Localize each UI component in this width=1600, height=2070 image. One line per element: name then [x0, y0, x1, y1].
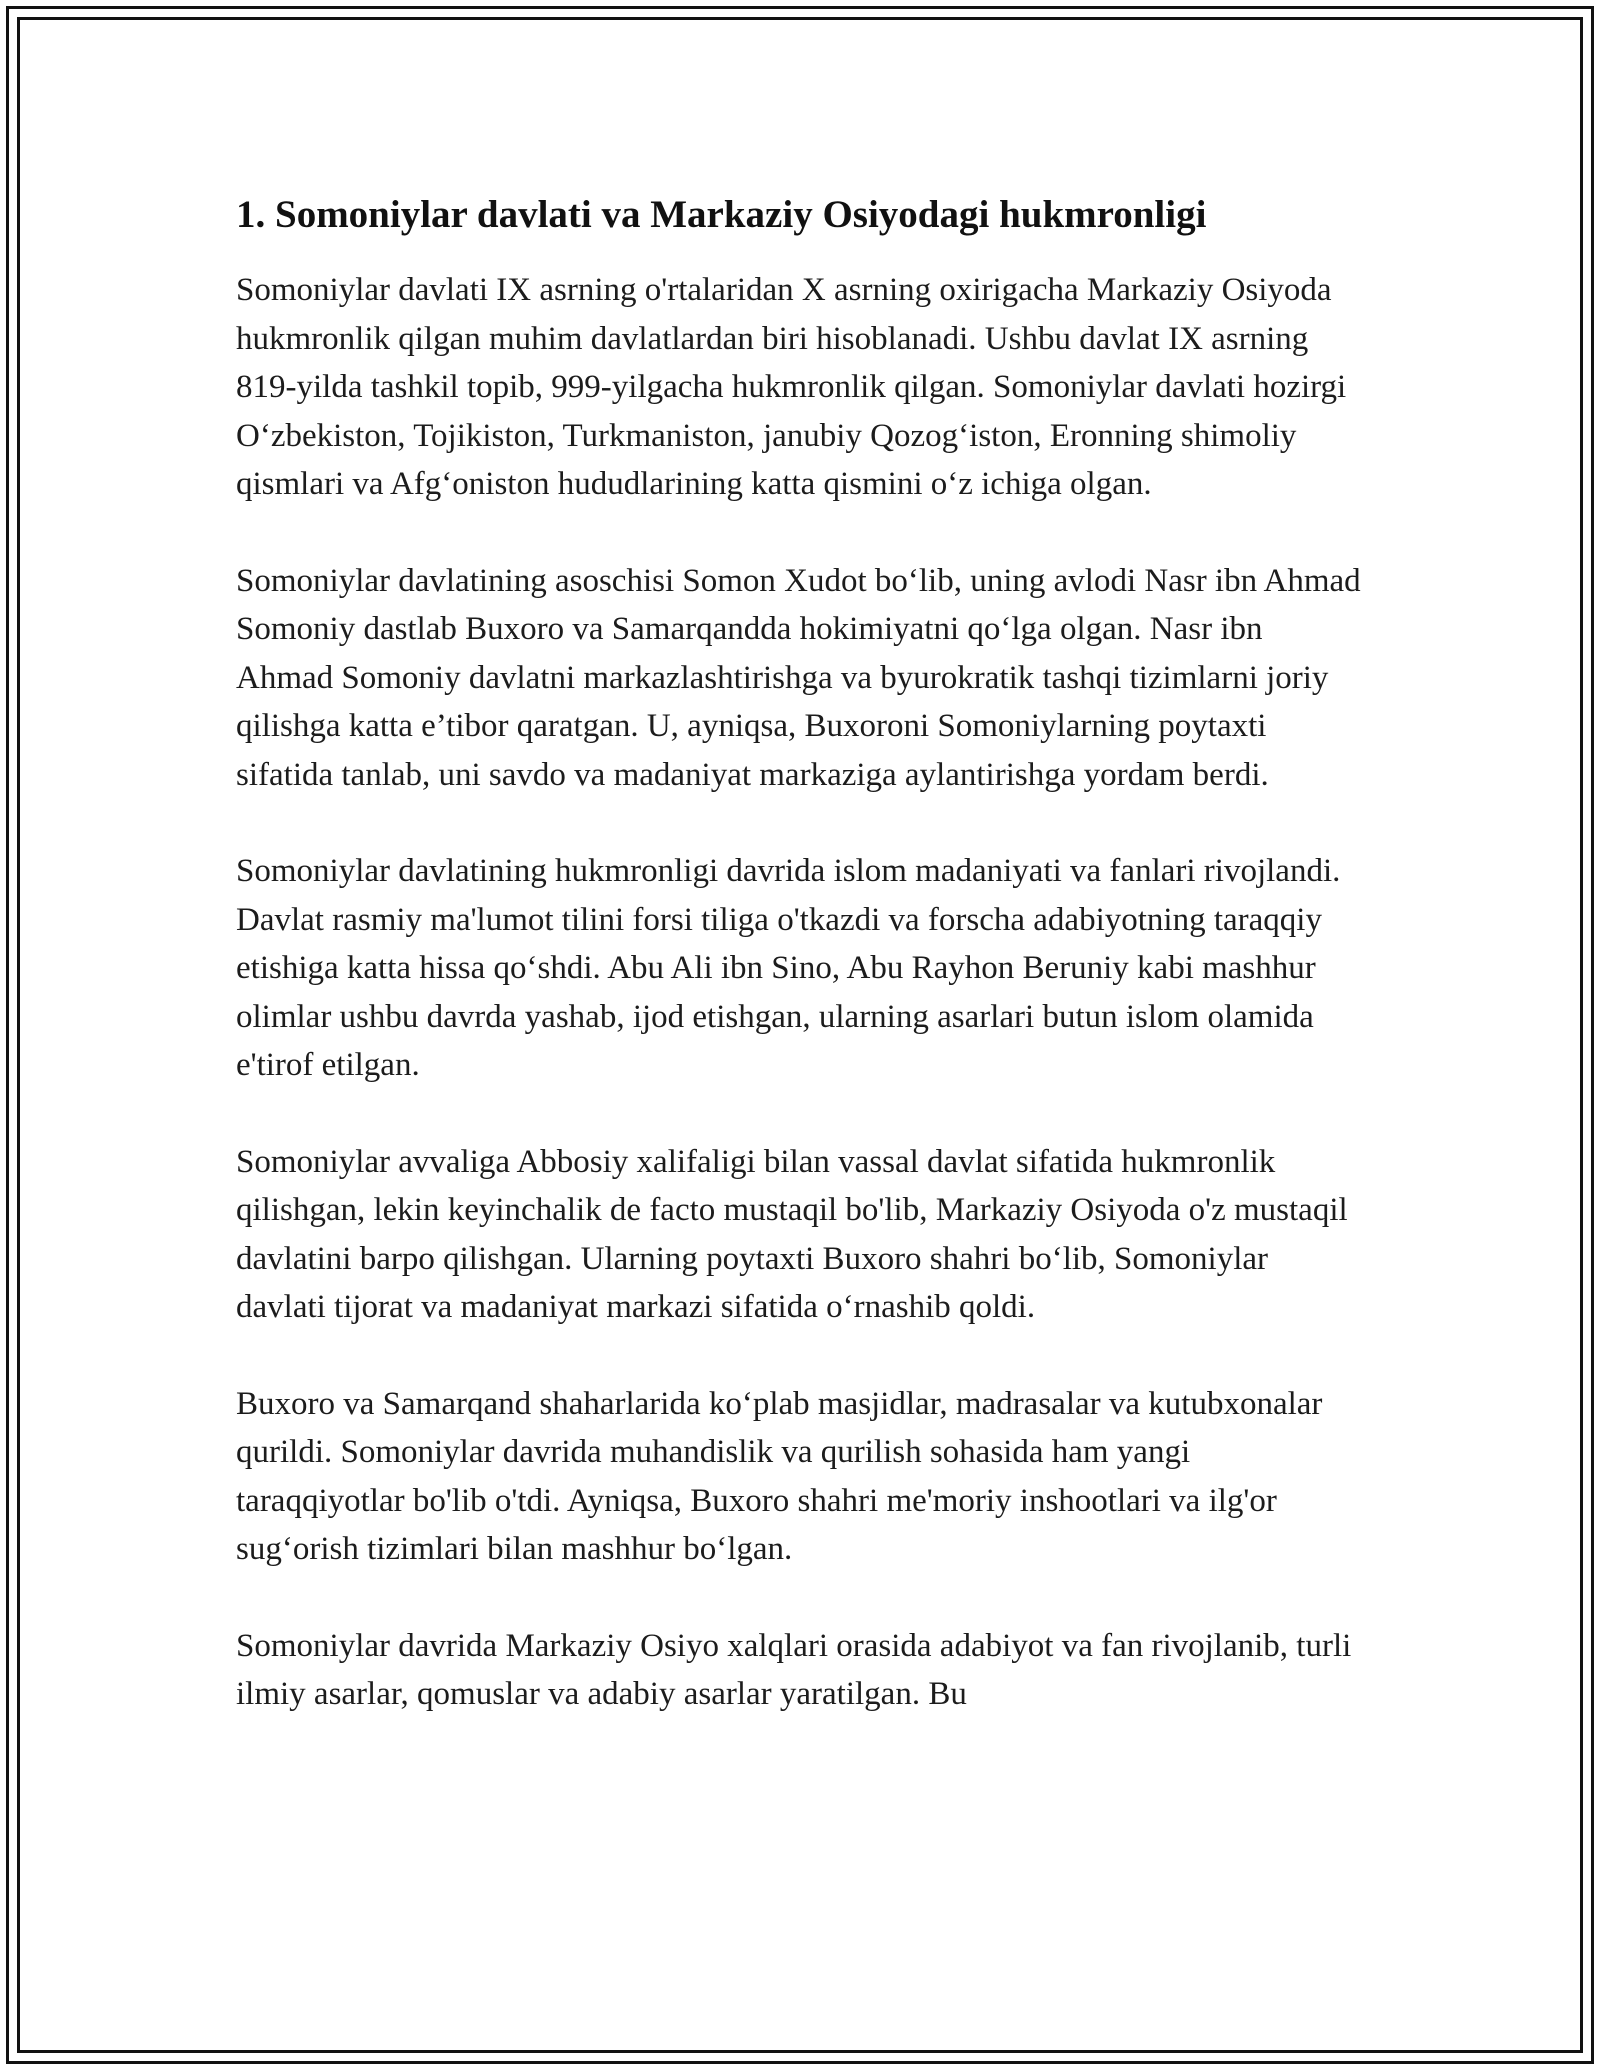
document-body [236, 190, 1366, 1767]
paragraph-6: Somoniylar davrida Markaziy Osiyo xalqlari orasida adabiyot va fan rivojlanib, turli ilmiy asarlar, qomuslar va adabiy asarlar yaratilgan. Bu [236, 1627, 1352, 1712]
paragraph-5: Buxoro va Samarqand shaharlarida ko‘plab masjidlar, madrasalar va kutubxonalar qurildi. Somoniylar davrida muhandislik va qurilish sohasida ham yangi taraqqiyotlar bo'lib o'tdi. Ayniqsa, Buxoro shahri me'moriy inshootlari va ilg'or sug‘orish tizimlari bilan mashhur bo‘lgan. [236, 1385, 1323, 1567]
paragraph-2: Somoniylar davlatining asoschisi Somon Xudot bo‘lib, uning avlodi Nasr ibn Ahmad Somoniy dastlab Buxoro va Samarqandda hokimiyatni qo‘lga olgan. Nasr ibn Ahmad Somoniy davlatni markazlashtirishga va byurokratik tashqi tizimlarni joriy qilishga katta e’tibor qaratgan. U, ayniqsa, Buxoroni Somoniylarning poytaxti sifatida tanlab, uni savdo va madaniyat markaziga aylantirishga yordam berdi. [236, 562, 1361, 793]
paragraph-1: Somoniylar davlati IX asrning o'rtalaridan X asrning oxirigacha Markaziy Osiyoda hukmronlik qilgan muhim davlatlardan biri hisoblanadi. Ushbu davlat IX asrning 819-yilda tashkil topib, 999-yilgacha hukmronlik qilgan. Somoniylar davlati hozirgi O‘zbekiston, Tojikiston, Turkmaniston, janubiy Qozog‘iston, Eronning shimoliy qismlari va Afg‘oniston hududlarining katta qismini o‘z ichiga olgan. [236, 272, 1347, 502]
paragraph-3: Somoniylar davlatining hukmronligi davrida islom madaniyati va fanlari rivojlandi. Davlat rasmiy ma'lumot tilini forsi tiliga o'tkazdi va forscha adabiyotning taraqqiy etishiga katta hissa qo‘shdi. Abu Ali ibn Sino, Abu Rayhon Beruniy kabi mashhur olimlar ushbu davrda yashab, ijod etishgan, ularning asarlari butun islom olamida e'tirof etilgan. [236, 853, 1341, 1083]
section-heading: 1. Somoniylar davlati va Markaziy Osiyodagi hukmronligi [236, 193, 1207, 236]
paragraph-4: Somoniylar avvaliga Abbosiy xalifaligi bilan vassal davlat sifatida hukmronlik qilishgan, lekin keyinchalik de facto mustaqil bo'lib, Markaziy Osiyoda o'z mustaqil davlatini barpo qilishgan. Ularning poytaxti Buxoro shahri bo‘lib, Somoniylar davlati tijorat va madaniyat markazi sifatida o‘rnashib qoldi. [236, 1143, 1348, 1325]
